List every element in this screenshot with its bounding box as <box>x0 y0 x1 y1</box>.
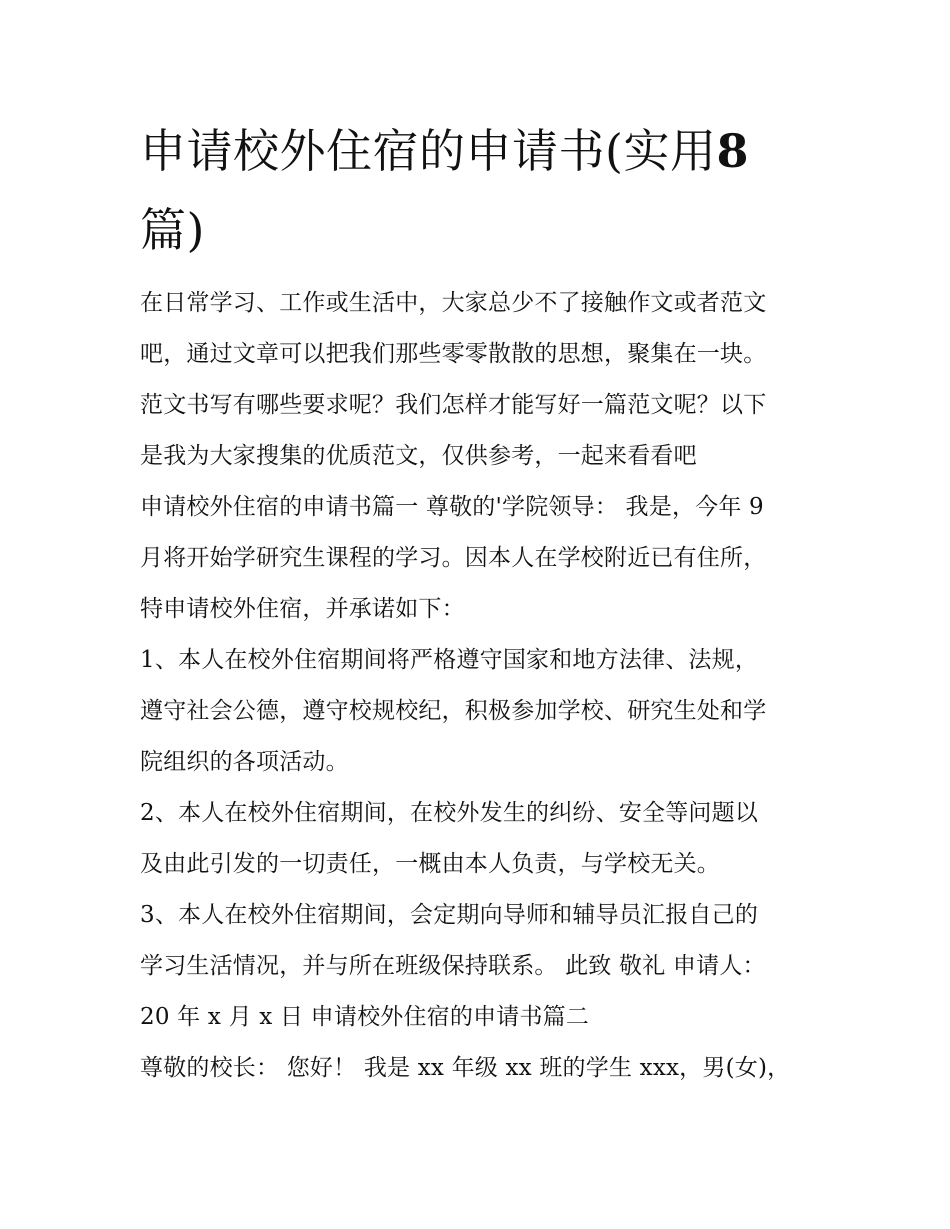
text-line: 及由此引发的一切责任，一概由本人负责，与学校无关。 <box>140 851 720 877</box>
title-text: 申请校外住宿的申请书(实用 <box>140 124 717 178</box>
text-line: 遵守社会公德，遵守校规校纪，积极参加学校、研究生处和学 <box>140 698 767 724</box>
text-line: 是我为大家搜集的优质范文，仅供参考，一起来看看吧 <box>140 443 697 469</box>
text-line: 学习生活情况，并与所在班级保持联系。 此致 敬礼 申请人： <box>140 953 766 979</box>
text-line: 特申请校外住宿，并承诺如下： <box>140 596 465 622</box>
title-text-continued: 篇) <box>140 203 205 257</box>
text-line: 1、本人在校外住宿期间将严格遵守国家和地方法律、法规， <box>140 647 759 673</box>
text-line: 20 年 x 月 x 日 申请校外住宿的申请书篇二 <box>140 1004 590 1030</box>
text-line: 在日常学习、工作或生活中，大家总少不了接触作文或者范文 <box>140 290 767 316</box>
text-line: 2、本人在校外住宿期间，在校外发生的纠纷、安全等问题以 <box>140 800 759 826</box>
document-body <box>140 278 830 1094</box>
text-line: 吧，通过文章可以把我们那些零零散散的思想，聚集在一块。 <box>140 341 767 367</box>
document-title <box>140 112 820 270</box>
title-number: 8 <box>716 124 749 178</box>
text-line: 范文书写有哪些要求呢？我们怎样才能写好一篇范文呢？以下 <box>140 392 767 418</box>
text-line: 申请校外住宿的申请书篇一 尊敬的'学院领导： 我是，今年 9 <box>140 494 764 520</box>
text-line: 院组织的各项活动。 <box>140 749 349 775</box>
text-line: 月将开始学研究生课程的学习。因本人在学校附近已有住所， <box>140 545 767 571</box>
text-line: 3、本人在校外住宿期间，会定期向导师和辅导员汇报自己的 <box>140 902 759 928</box>
text-line: 尊敬的校长： 您好！ 我是 xx 年级 xx 班的学生 xxx，男(女)， <box>140 1055 791 1081</box>
